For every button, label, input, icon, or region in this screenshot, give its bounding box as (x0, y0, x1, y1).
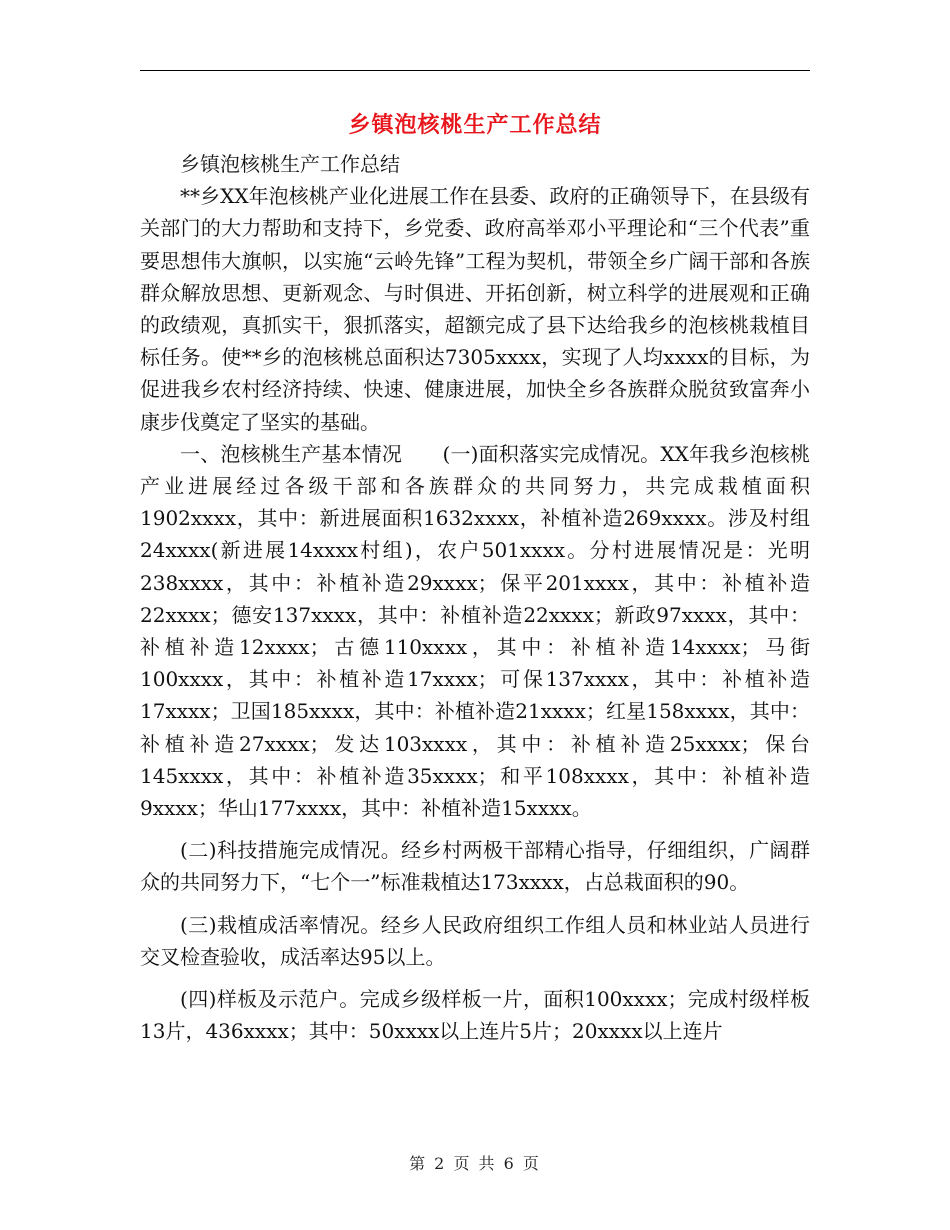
document-body (140, 148, 810, 1047)
body-paragraph-subtitle: 乡镇泡核桃生产工作总结 (180, 152, 400, 176)
body-paragraph-section-1: 一、泡核桃生产基本情况 (一)面积落实完成情况。XX年我乡泡核桃产业进展经过各级干部和各族群众的共同努力，共完成栽植面积1902xxxx，其中：新进展面积1632xxxx，补植补造269xxxx。涉及村组24xxxx(新进展14xxxx村组)，农户501xxxx。分村进展情况是：光明238xxxx，其中：补植补造29xxxx；保平201xxxx，其中：补植补造22xxxx；德安137xxxx，其中：补植补造22xxxx；新政97xxxx，其中：补植补造12xxxx；古德110xxxx，其中：补植补造14xxxx；马街100xxxx，其中：补植补造17xxxx；可保137xxxx，其中：补植补造17xxxx；卫国185xxxx，其中：补植补造21xxxx；红星158xxxx，其中：补植补造27xxxx；发达103xxxx，其中：补植补造25xxxx；保台145xxxx，其中：补植补造35xxxx；和平108xxxx，其中：补植补造9xxxx；华山177xxxx，其中：补植补造15xxxx。 (140, 441, 810, 821)
page-footer: 第 2 页 共 6 页 (409, 1154, 541, 1173)
body-paragraph-section-4: (四)样板及示范户。完成乡级样板一片，面积100xxxx；完成村级样板13片，436xxxx；其中：50xxxx以上连片5片；20xxxx以上连片 (140, 987, 810, 1044)
body-paragraph-intro: **乡XX年泡核桃产业化进展工作在县委、政府的正确领导下，在县级有关部门的大力帮助和支持下，乡党委、政府高举邓小平理论和“三个代表”重要思想伟大旗帜，以实施“云岭先锋”工程为契机，带领全乡广阔干部和各族群众解放思想、更新观念、与时俱进、开拓创新，树立科学的进展观和正确的政绩观，真抓实干，狠抓落实，超额完成了县下达给我乡的泡核桃栽植目标任务。使**乡的泡核桃总面积达7305xxxx，实现了人均xxxx的目标，为促进我乡农村经济持续、快速、健康进展，加快全乡各族群众脱贫致富奔小康步伐奠定了坚实的基础。 (140, 184, 810, 434)
header-rule (140, 70, 810, 71)
body-paragraph-section-3: (三)栽植成活率情况。经乡人民政府组织工作组人员和林业站人员进行交叉检查验收，成活率达95以上。 (140, 912, 810, 969)
body-paragraph-section-2: (二)科技措施完成情况。经乡村两极干部精心指导，仔细组织，广阔群众的共同努力下，“七个一”标准栽植达173xxxx，占总栽面积的90。 (140, 838, 810, 895)
document-title: 乡镇泡核桃生产工作总结 (348, 113, 602, 138)
